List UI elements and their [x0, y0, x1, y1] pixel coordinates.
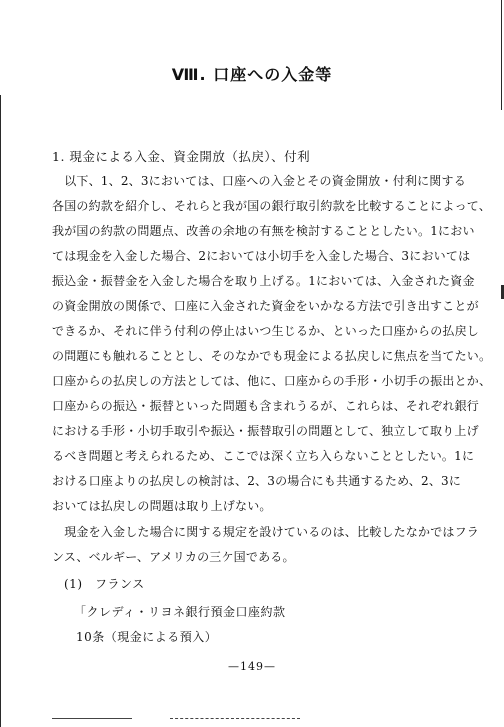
paragraph-line: の資金開放の関係で、口座に入金された資金をいかなる方法で引き出すことが [52, 299, 479, 313]
quote-line: 「クレディ・リヨネ銀行預金口座約款 [74, 605, 286, 619]
paragraph-line: おいては払戻しの問題は取り上げない。 [52, 499, 272, 513]
paragraph-line: 我が国の約款の問題点、改善の余地の有無を検討することとしたい。1におい [52, 224, 475, 238]
article-line: 10条（現金による預入） [76, 630, 218, 644]
paragraph-line: の問題にも触れることとし、そのなかでも現金による払戻しに焦点を当てたい。 [52, 349, 492, 363]
subsection-heading: (1) フランス [64, 577, 145, 591]
footer-rule [52, 718, 132, 719]
paragraph-line: 現金を入金した場合に関する規定を設けているのは、比較したなかではフラ [52, 525, 480, 539]
section-heading: 1. 現金による入金、資金開放（払戻）、付利 [52, 149, 311, 164]
scan-edge-left [0, 95, 1, 727]
paragraph-line: おける口座よりの払戻しの検討は、2、3の場合にも共通するため、2、3に [52, 474, 462, 488]
paragraph-line: 各国の約款を紹介し、それらと我が国の銀行取引約款を比較することによって、 [52, 199, 491, 213]
paragraph-line: ては現金を入金した場合、2においては小切手を入金した場合、3においては [52, 249, 471, 263]
footer-dashed-rule [170, 718, 300, 720]
chapter-title: Ⅷ. 口座への入金等 [171, 65, 333, 84]
page-number: —149— [228, 660, 276, 673]
paragraph-2 [52, 523, 480, 573]
paragraph-line: るべき問題と考えられるため、ここでは深く立ち入らないこととしたい。1に [52, 449, 475, 463]
paragraph-line: 口座からの振込・振替といった問題も含まれうるが、これらは、それぞれ銀行 [52, 399, 480, 413]
paragraph-line: 振込金・振替金を入金した場合を取り上げる。1においては、入金された資金 [52, 274, 475, 288]
paragraph-line: 口座からの払戻しの方法としては、他に、口座からの手形・小切手の振出とか、 [52, 374, 492, 388]
scan-edge-right [501, 0, 502, 110]
paragraph-1 [52, 172, 492, 513]
paragraph-line: できるか、それに伴う付利の停止はいつ生じるか、といった口座からの払戻し [52, 324, 480, 338]
paragraph-line: における手形・小切手取引や振込・振替取引の問題として、独立して取り上げ [52, 424, 479, 438]
paragraph-line: ンス、ベルギー、アメリカの三ケ国である。 [52, 550, 295, 564]
paragraph-line: 以下、1、2、3においては、口座への入金とその資金開放・付利に関する [52, 174, 466, 188]
